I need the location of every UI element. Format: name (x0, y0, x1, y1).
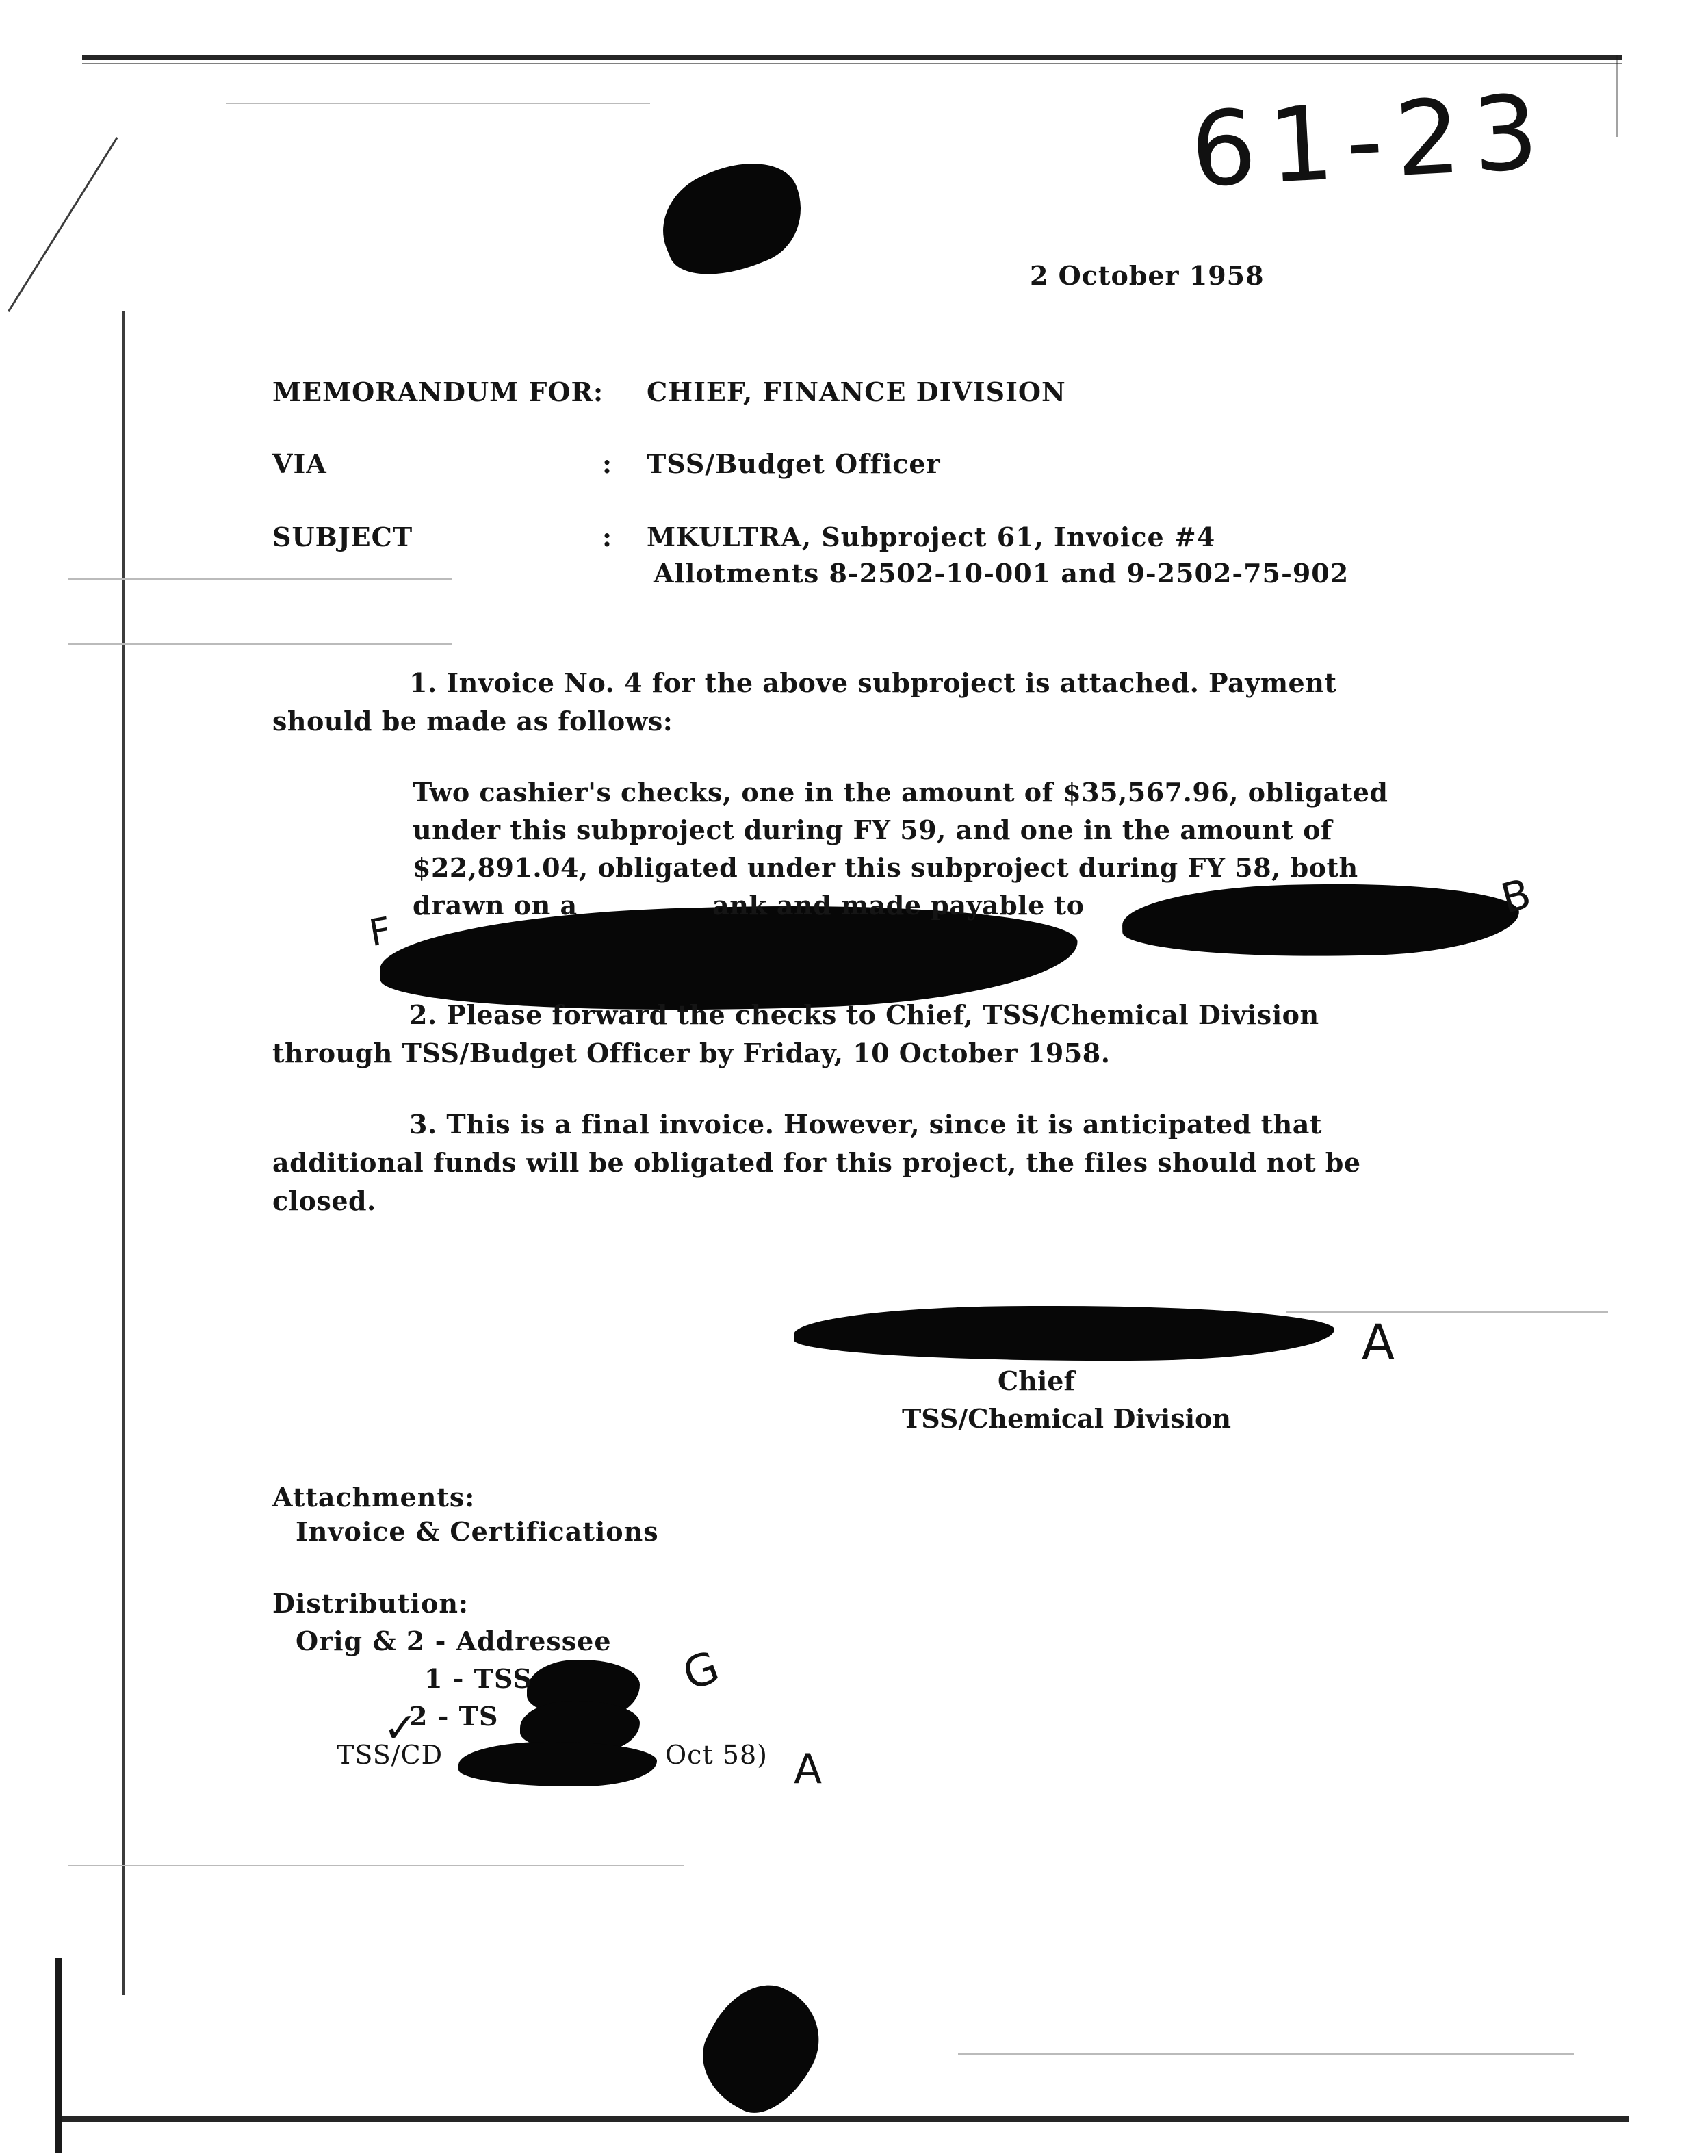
paragraph-1-line-1: 1. Invoice No. 4 for the above subproject is attached. Payment (409, 667, 1337, 698)
payment-line-1: Two cashier's checks, one in the amount of $35,567.96, obligated (413, 777, 1388, 808)
via-value: TSS/Budget Officer (647, 448, 941, 479)
top-border-line (82, 55, 1622, 60)
distribution-line-4a: TSS/CD (337, 1740, 443, 1770)
via-label: VIA (272, 448, 327, 479)
handwritten-mark-b: B (1496, 869, 1536, 924)
paragraph-3-line-3: closed. (272, 1185, 376, 1216)
artifact-dash (958, 2053, 1574, 2055)
paragraph-1 (272, 664, 1336, 741)
payment-line-3: $22,891.04, obligated under this subproject during FY 58, both (413, 852, 1358, 883)
distribution-line-4b: Oct 58) (665, 1740, 768, 1770)
redaction-signature (794, 1306, 1334, 1361)
paragraph-2 (272, 996, 1319, 1073)
top-border-shadow (82, 63, 1622, 64)
paragraph-3-line-1: 3. This is a final invoice. However, since it is anticipated that (409, 1109, 1322, 1140)
subject-colon: : (602, 522, 613, 552)
payment-line-4a: drawn on a (413, 890, 578, 921)
distribution-line-2: 1 - TSS (424, 1663, 532, 1694)
handwritten-mark-f: F (365, 908, 395, 955)
memo-date: 2 October 1958 (1030, 260, 1265, 291)
payment-line-2: under this subproject during FY 59, and one in the amount of (413, 814, 1332, 845)
distribution-line-1: Orig & 2 - Addressee (296, 1626, 612, 1656)
attachments-item: Invoice & Certifications (296, 1516, 659, 1547)
corner-diagonal-line (8, 137, 118, 312)
memo-for-value: CHIEF, FINANCE DIVISION (647, 376, 1066, 407)
artifact-dash (68, 1865, 684, 1866)
memo-for-label: MEMORANDUM FOR: (272, 376, 604, 407)
bottom-left-bar (55, 1958, 62, 2153)
handwritten-checkmark: ✓ (383, 1704, 418, 1752)
artifact-dash (68, 643, 452, 645)
redaction-dist-3 (458, 1742, 657, 1786)
attachments-label: Attachments: (272, 1482, 476, 1513)
redaction-bottom-mark (685, 1967, 838, 2129)
artifact-dash (226, 103, 650, 104)
paragraph-3-line-2: additional funds will be obligated for this project, the files should not be (272, 1147, 1361, 1178)
handwritten-mark-g: G (676, 1641, 726, 1702)
distribution-line-3: 2 - TS (409, 1701, 499, 1732)
bottom-border-line (55, 2116, 1629, 2122)
handwritten-mark-a2: A (794, 1745, 823, 1793)
right-edge-line (1616, 55, 1618, 137)
handwritten-file-number: 61-23 (1187, 73, 1554, 211)
via-colon: : (602, 448, 613, 479)
distribution-label: Distribution: (272, 1588, 469, 1619)
payment-instructions (413, 773, 1388, 924)
left-border-line (122, 311, 125, 1995)
handwritten-mark-a: A (1362, 1314, 1395, 1370)
subject-line-2: Allotments 8-2502-10-001 and 9-2502-75-902 (654, 558, 1349, 589)
paragraph-2-line-2: through TSS/Budget Officer by Friday, 10 October 1958. (272, 1038, 1111, 1068)
subject-label: SUBJECT (272, 522, 413, 552)
paragraph-3 (272, 1105, 1361, 1220)
artifact-dash (1286, 1311, 1608, 1313)
artifact-dash (68, 578, 452, 580)
paragraph-2-line-1: 2. Please forward the checks to Chief, TSS/Chemical Division (409, 999, 1319, 1030)
subject-line-1: MKULTRA, Subproject 61, Invoice #4 (647, 522, 1216, 552)
redaction-top-mark (647, 144, 818, 294)
payment-line-4b: ank and made payable to (712, 890, 1085, 921)
paragraph-1-line-2: should be made as follows: (272, 706, 673, 736)
signature-title-chief: Chief (998, 1365, 1075, 1396)
signature-title-division: TSS/Chemical Division (902, 1403, 1232, 1434)
